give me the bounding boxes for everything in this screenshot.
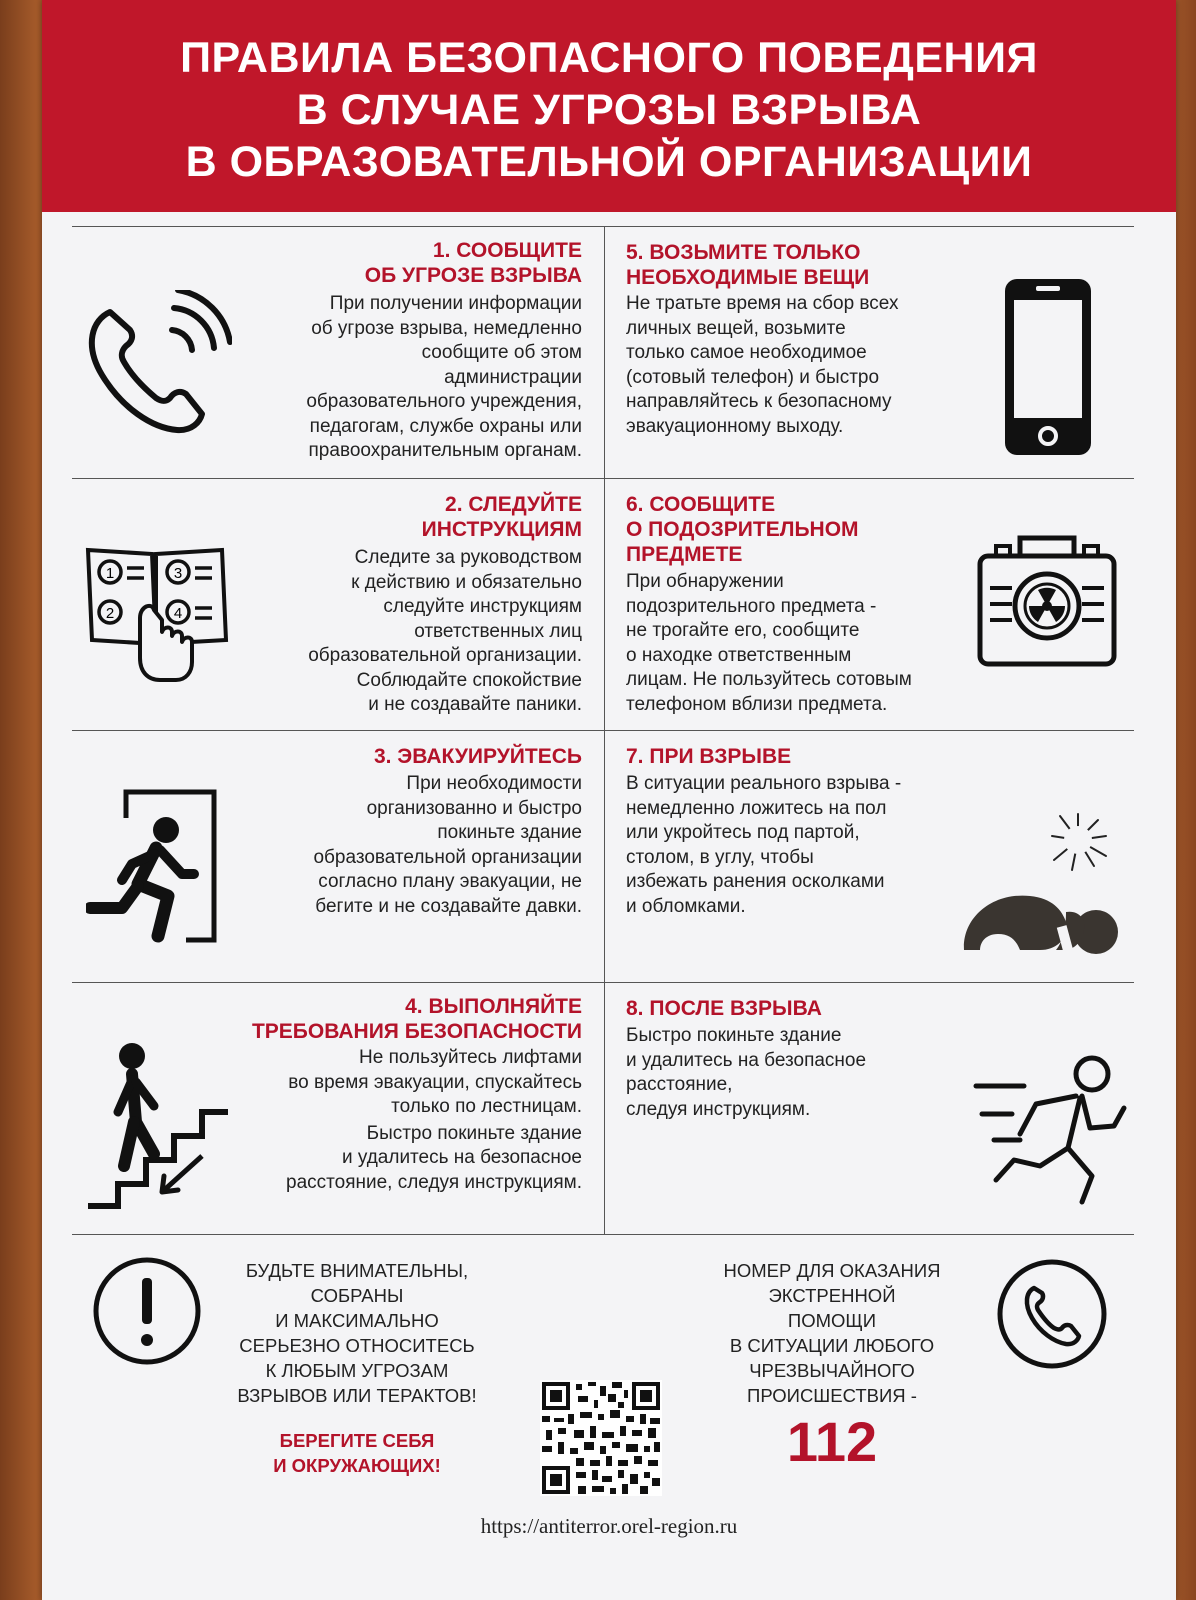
emergency-number: 112: [786, 1410, 878, 1473]
poster: [42, 0, 1176, 1600]
rule-1-heading: 1. СООБЩИТЕ ОБ УГРОЗЕ ВЗРЫВА: [364, 239, 582, 287]
warning-text: БУДЬТЕ ВНИМАТЕЛЬНЫ, СОБРАНЫ И МАКСИМАЛЬНО СЕРЬЕЗНО ОТНОСИТЕСЬ К ЛЮБЫМ УГРОЗАМ ВЗРЫВОВ ИЛИ ТЕРАКТОВ!: [237, 1260, 477, 1406]
emergency-exit-icon: [86, 788, 226, 948]
rule-8-heading: 8. ПОСЛЕ ВЗРЫВА: [626, 997, 822, 1020]
exclamation-icon: [92, 1256, 202, 1366]
rule-5-text: Не тратьте время на сбор всех личных вещей, возьмите только самое необходимое (сотовый телефон) и быстро направляйтесь к безопасному эвакуационному выходу.: [626, 293, 899, 437]
rule-2-heading: 2. СЛЕДУЙТЕ ИНСТРУКЦИЯМ: [421, 493, 582, 541]
rule-6-heading: 6. СООБЩИТЕ О ПОДОЗРИТЕЛЬНОМ ПРЕДМЕТЕ: [626, 493, 859, 566]
instruction-book-icon: [82, 540, 232, 690]
rule-2-text: Следите за руководством к действию и обязательно следуйте инструкциям ответственных лиц образовательной организации. Соблюдайте спокойствие и не создавайте паники.: [308, 547, 582, 715]
divider: [72, 982, 1134, 983]
phone-call-icon: [82, 290, 232, 440]
title-banner: [42, 0, 1176, 212]
rule-3-text: При необходимости организованно и быстро покиньте здание образовательной организации согласно плану эвакуации, не бегите и не создавайте давки.: [313, 773, 582, 917]
rule-4-heading: 4. ВЫПОЛНЯЙТЕ ТРЕБОВАНИЯ БЕЗОПАСНОСТИ: [251, 995, 582, 1043]
svg-text:1: 1: [105, 565, 115, 582]
title-line-3: В ОБРАЗОВАТЕЛЬНОЙ ОРГАНИЗАЦИИ: [185, 138, 1033, 186]
rule-3-heading: 3. ЭВАКУИРУЙТЕСЬ: [373, 745, 582, 768]
rule-6-text: При обнаружении подозрительного предмета - не трогайте его, сообщите о находке ответственным лицам. Не пользуйтесь сотовым телефоном вблизи предмета.: [626, 571, 912, 715]
title-line-1: ПРАВИЛА БЕЗОПАСНОГО ПОВЕДЕНИЯ: [180, 34, 1038, 82]
running-person-icon: [972, 1052, 1128, 1212]
rule-4-text: Не пользуйтесь лифтами во время эвакуации, спускайтесь только по лестницам. Быстро покиньте здание и удалитесь на безопасное расстояние, следуя инструкциям.: [286, 1047, 582, 1193]
rule-7-text: В ситуации реального взрыва - немедленно ложитесь на пол или укройтесь под партой, столом, в углу, чтобы избежать ранения осколками и обломками.: [626, 773, 902, 917]
title-line-2: В СЛУЧАЕ УГРОЗЫ ВЗРЫВА: [296, 86, 922, 134]
phone-circle-icon: [996, 1258, 1108, 1370]
poster-title: [42, 32, 1176, 188]
rule-7-heading: 7. ПРИ ВЗРЫВЕ: [626, 745, 792, 768]
svg-text:3: 3: [173, 565, 183, 582]
website-url[interactable]: https://antiterror.orel-region.ru: [480, 1514, 738, 1538]
qr-code[interactable]: [540, 1380, 662, 1496]
rule-1-text: При получении информации об угрозе взрыва, немедленно сообщите об этом администрации образовательного учреждения, педагогам, службе охраны или правоохранительным органам.: [306, 293, 582, 461]
rule-8-text: Быстро покиньте здание и удалитесь на безопасное расстояние, следуя инструкциям.: [626, 1025, 867, 1120]
svg-text:4: 4: [173, 605, 183, 622]
stairs-down-icon: [82, 1036, 232, 1211]
divider: [72, 730, 1134, 731]
suspicious-case-icon: [976, 532, 1118, 670]
emergency-text: НОМЕР ДЛЯ ОКАЗАНИЯ ЭКСТРЕННОЙ ПОМОЩИ В СИТУАЦИИ ЛЮБОГО ЧРЕЗВЫЧАЙНОГО ПРОИСШЕСТВИЯ -: [723, 1260, 941, 1406]
divider: [604, 226, 605, 1234]
rule-5-heading: 5. ВОЗЬМИТЕ ТОЛЬКО НЕОБХОДИМЫЕ ВЕЩИ: [626, 241, 870, 289]
take-cover-icon: [960, 800, 1124, 970]
mobile-phone-icon: [1002, 276, 1094, 458]
divider: [72, 478, 1134, 479]
care-text: БЕРЕГИТЕ СЕБЯ И ОКРУЖАЮЩИХ!: [273, 1430, 441, 1476]
divider: [72, 1234, 1134, 1235]
svg-text:2: 2: [105, 605, 115, 622]
divider: [72, 226, 1134, 227]
